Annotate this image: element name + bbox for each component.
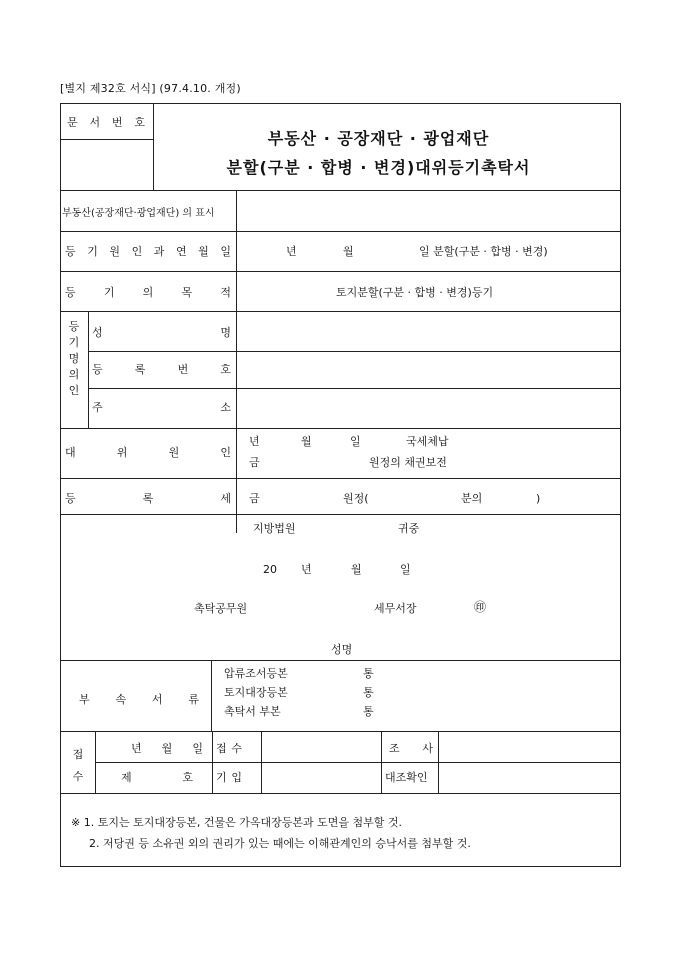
subrogor-year: 년 [249, 435, 260, 448]
attachments-label [79, 693, 199, 706]
receive-char: 접 [216, 742, 227, 755]
commission-form [60, 103, 621, 867]
date-prefix: 20 [263, 563, 277, 576]
attachments-char: 서 [151, 693, 163, 706]
subrogor-amount-suffix: 원정의 채권보전 [369, 456, 447, 469]
holder-regno-char: 번 [177, 363, 189, 376]
review-char: 사 [422, 742, 433, 755]
doc-number-char: 번 [111, 116, 123, 129]
subrogor-char: 인 [220, 446, 231, 459]
doc-number-label [67, 116, 145, 129]
subrogor-char: 위 [116, 446, 128, 459]
holder-name-label [92, 326, 231, 339]
review-char: 조 [389, 742, 400, 755]
attachments-char: 속 [115, 693, 127, 706]
subrogor-day: 일 [350, 435, 361, 448]
cause-char: 등 [65, 245, 76, 258]
entry-char: 입 [231, 771, 242, 784]
attachment-unit: 통 [363, 705, 374, 718]
holder-regno-char: 호 [220, 363, 231, 376]
note-1: ※ 1. 토지는 토지대장등본, 건물은 가옥대장등본과 도면을 첨부할 것. [71, 816, 402, 829]
cause-day-split: 일 분할(구분 · 합병 · 변경) [419, 245, 548, 258]
doc-number-char: 서 [89, 116, 101, 129]
receipt-ymd-char: 년 [131, 742, 142, 755]
receipt-ymd [131, 742, 203, 755]
doc-number-char: 호 [134, 116, 145, 129]
holder-group-char: 의 [68, 368, 80, 381]
purpose-char: 등 [65, 286, 76, 299]
regtax-prefix: 금 [249, 492, 260, 505]
purpose-char: 목 [181, 286, 193, 299]
attachment-name: 압류조서등본 [224, 667, 288, 680]
holder-addr-char: 소 [220, 401, 231, 414]
signature-label: 성명 [331, 643, 353, 656]
entry-char: 기 [216, 771, 227, 784]
holder-name-char: 성 [92, 326, 103, 339]
cause-year: 년 [286, 245, 297, 258]
holder-regno-char: 등 [92, 363, 103, 376]
cause-char: 원 [109, 245, 121, 258]
date-day: 일 [400, 563, 411, 576]
subrogor-tax: 국세체납 [406, 435, 449, 448]
attachments-char: 류 [188, 693, 199, 706]
cause-label [65, 245, 231, 258]
entry-label [216, 771, 242, 784]
regtax-char: 세 [220, 492, 231, 505]
subrogor-char: 원 [168, 446, 180, 459]
attachment-unit: 통 [363, 686, 374, 699]
holder-group-char: 인 [68, 384, 80, 397]
purpose-char: 기 [103, 286, 115, 299]
holder-name-char: 명 [220, 326, 231, 339]
holder-regno-char: 록 [134, 363, 146, 376]
holder-group-char: 등 [68, 320, 80, 333]
court-label: 지방법원 [253, 522, 296, 535]
cause-char: 기 [87, 245, 98, 258]
receipt-group-char: 수 [72, 770, 84, 783]
regtax-won: 원정( [343, 492, 369, 505]
cause-char: 인 [131, 245, 143, 258]
receipt-group-char: 접 [72, 748, 84, 761]
property-label: 부동산(공장재단·광업재단) 의 표시 [62, 208, 215, 219]
title-line-1: 부동산 · 공장재단 · 광업재단 [267, 129, 490, 148]
receipt-ymd-char: 일 [192, 742, 203, 755]
title-line-2: 분할(구분 · 합병 · 변경)대위등기촉탁서 [226, 158, 531, 177]
receipt-ymd-char: 월 [161, 742, 173, 755]
cause-char: 일 [220, 245, 231, 258]
holder-addr-char: 주 [92, 401, 103, 414]
attachments-char: 부 [79, 693, 90, 706]
receive-label [216, 742, 242, 755]
regtax-char: 등 [65, 492, 76, 505]
receipt-number [121, 771, 193, 784]
regtax-char: 록 [142, 492, 154, 505]
subrogor-month: 월 [301, 435, 312, 448]
review-label [389, 742, 433, 755]
subrogor-label [65, 446, 231, 459]
purpose-label [65, 286, 231, 299]
check-label: 대조확인 [385, 771, 428, 784]
official-label: 촉탁공무원 [194, 602, 248, 615]
receipt-number-char: 제 [121, 771, 132, 784]
attachment-name: 토지대장등본 [224, 686, 288, 699]
date-month: 월 [351, 563, 362, 576]
purpose-char: 적 [220, 286, 231, 299]
holder-group-char: 명 [68, 352, 80, 365]
regtax-label [65, 492, 231, 505]
regtax-fraction: 분의 [461, 492, 483, 505]
receipt-number-char: 호 [182, 771, 193, 784]
attachment-name: 촉탁서 부본 [224, 705, 281, 718]
purpose-char: 의 [142, 286, 154, 299]
seal-mark: ㊞ [474, 600, 487, 614]
form-number-note: [별지 제32호 서식] (97.4.10. 개정) [60, 82, 241, 95]
attachment-unit: 통 [363, 667, 374, 680]
regtax-close: ) [536, 492, 541, 505]
subrogor-char: 대 [65, 446, 76, 459]
holder-group-label [63, 319, 85, 399]
purpose-value: 토지분할(구분 · 합병 · 변경)등기 [336, 286, 494, 299]
to-label: 귀중 [398, 522, 420, 535]
cause-month: 월 [343, 245, 354, 258]
holder-regno-label [92, 363, 231, 376]
holder-address-label [92, 401, 231, 414]
date-year: 년 [301, 563, 312, 576]
holder-group-char: 기 [68, 336, 80, 349]
cause-char: 월 [198, 245, 209, 258]
receipt-group-label [67, 744, 89, 788]
cause-char: 과 [153, 245, 165, 258]
subrogor-amount-prefix: 금 [249, 456, 260, 469]
receive-char: 수 [231, 742, 242, 755]
doc-number-char: 문 [67, 116, 78, 129]
note-2: 2. 저당권 등 소유권 외의 권리가 있는 때에는 이해관계인의 승낙서를 첨부할 것. [89, 837, 471, 850]
cause-char: 연 [175, 245, 187, 258]
office-head-label: 세무서장 [374, 602, 417, 615]
